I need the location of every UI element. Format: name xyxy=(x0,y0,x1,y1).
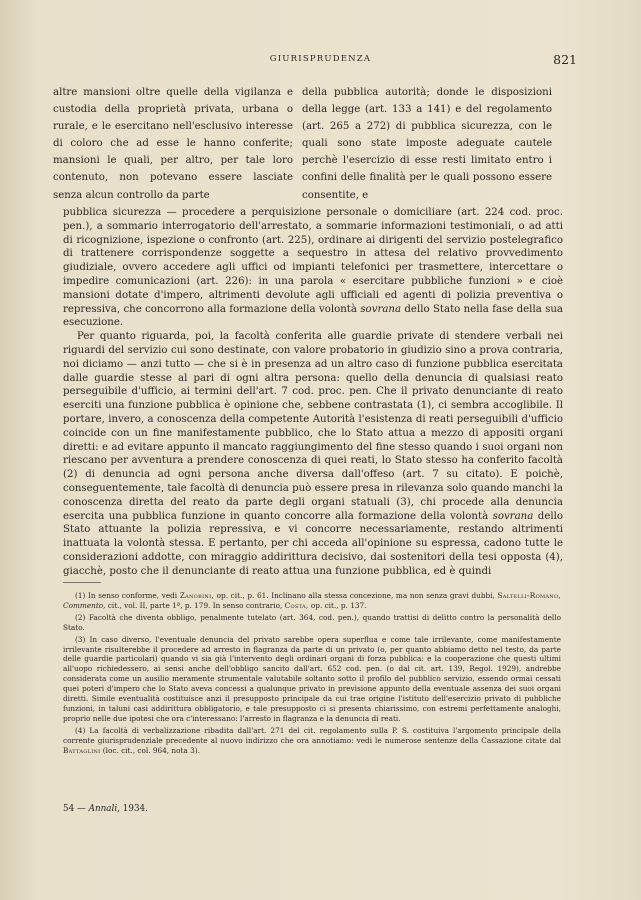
footnote-1-text-c: cit., vol. II, parte 1ª, p. 179. In senso contrario, xyxy=(107,600,283,610)
top-column-right xyxy=(302,84,552,204)
paragraph-2 xyxy=(63,330,563,578)
signature-year: 1934. xyxy=(122,804,148,814)
paragraph-2-text-b: dello Stato attuante la polizia repressiva, e vi concorre necessariamente, restando altrimenti inattuata la volontà stessa. E pertanto, per chi acceda all'opinione su espressa, cadono tutte le considerazioni addotte, con miraggio addirittura decisivo, dai sostenitori della tesi opposta (4), giacchè, posto che il denunciante di reato attua una funzione pubblica, ed è quindi xyxy=(63,510,563,577)
top-column-right-text: della pubblica autorità; donde le disposizioni della legge (art. 133 a 141) e del regolamento (art. 265 a 272) di pubblica sicurezza, con le quali sono state imposte adeguate cautele perchè l'esercizio di esse resti limitato entro i confini delle finalità per le quali possono essere consentite, e xyxy=(302,87,552,201)
footnote-1-text-b: op. cit., p. 61. Inclinano alla stessa concezione, ma non senza gravi dubbi, xyxy=(216,591,495,600)
footnote-4-text-a: (4) La facoltà di verbalizzazione ribadita dall'art. 271 del cit. regolamento sulla P. S. costituiva l'argomento principale della corrente giurisprudenziale precedente al nuovo indirizzo che ora annotiamo: vedi le numerose sentenze della Cassazione citate dal xyxy=(63,725,561,745)
paragraph-1-text-b: dello Stato nella fase della sua esecuzione. xyxy=(63,303,563,329)
page-number: 821 xyxy=(553,52,577,67)
footnote-4 xyxy=(63,726,561,756)
signature-sheet: 54 — xyxy=(63,804,86,814)
footnote-1-author-1: Zanobini, xyxy=(179,591,214,600)
footnote-3: (3) In caso diverso, l'eventuale denuncia del privato sarebbe opera superflua e come tale irrilevante, come manifestamente irrilevante risulterebbe il procedere ad arresto in flagranza da parte di un privato (o, per quanto abbiamo detto nel testo, da parte delle guardie particolari) quando vi sia già l'intervento degli ordinari organi di forza pubblica: e la cooperazione che questi ultimi all'uopo richiedessero, ai sensi anche dell'obbligo sancito dall'art. 652 cod. pen. (o dal cit. art. 139, Regol. 1929), andrebbe considerata come un ausilio meramente strumentale valutabile soltanto sotto il profilo del pubblico servizio, essendo ormai cessati quei poteri d'impero che lo Stato aveva concessi a qualunque privato in previsione appunto della eventuale assenza dei suoi organi diretti. Simile eventualità costituisce anzi il presupposto principale da cui trae origine l'istituto dell'esercizio privato di pubbliche funzioni, in taluni casi addirittura obbligatorio, e tale presupposto ci si presenta chiarissimo, con estremi perfettamente analoghi, proprio nelle due ipotesi che ora c'interessano: l'arresto in flagranza e la denuncia di reati. xyxy=(63,634,561,723)
page-header xyxy=(0,52,641,68)
paragraph-2-text-a: Per quanto riguarda, poi, la facoltà conferita alle guardie private di stendere verbali nei riguardi del servizio cui sono destinate, con valore probatorio in giudizio sino a prova contraria, noi diciamo — anzi tutto — che si è in presenza ad un altro caso di funzione pubblica esercitata dalle guardie stesse al pari di ogni altra persona: quello della denuncia di qualsiasi reato perseguibile d'ufficio, ai termini dell'art. 7 cod. proc. pen. Che il privato denunciante di reato eserciti una funzione pubblica è opinione che, sebbene contrastata (1), ci sembra accoglibile. Il portare, invero, a conoscenza della competente Autorità l'esistenza di reati perseguibili d'ufficio coincide con un fine manifestamente pubblico, che lo Stato attua a mezzo di appositi organi diretti: e ad evitare appunto il mancato raggiungimento del fine stesso quando i suoi organi non riescano per avventura a prendere conoscenza di quei reati, lo Stato stesso ha conferito facoltà (2) di denuncia ad ogni persona anche diversa dall'offeso (art. 7 su citato). E poichè, conseguentemente, tale facoltà di denuncia può essere presa in rilevanza solo quando manchi la conoscenza diretta del reato da parte degli organi statuali (3), chi procede alla denuncia esercita una pubblica funzione in quanto concorre alla formazione della volontà xyxy=(63,331,563,522)
footnote-4-author: Battaglini xyxy=(63,745,101,755)
footnote-1-text-d: op. cit., p. 137. xyxy=(310,600,367,610)
running-title: GIURISPRUDENZA xyxy=(269,54,372,64)
paragraph-1-text-a: pubblica sicurezza — procedere a perquisizione personale o domiciliare (art. 224 cod. proc. pen.), a sommario interrogatorio dell'arrestato, a sommarie informazioni testimoniali, o ad atti di ricognizione, ispezione o confronto (art. 225), ordinare ai dirigenti del servizio postelegrafico di trattenere corrispondenze soggette a sequestro in attesa del relativo provvedimento giudiziale, ovvero accedere agli uffici od impianti telefonici per trasmettere, intercettare o impedire comunicazioni (art. 226): in una parola « esercitare pubbliche funzioni » e cioè mansioni dotate d'impero, altrimenti devolute agli ufficiali ed agenti di polizia preventiva o repressiva, che concorrono alla formazione della volontà xyxy=(63,207,563,315)
footnotes xyxy=(63,591,561,756)
paragraph-1 xyxy=(63,206,563,330)
footnote-2: (2) Facoltà che diventa obbligo, penalmente tutelato (art. 364, cod. pen.), quando trattisi di delitto contro la personalità dello Stato. xyxy=(63,612,561,632)
footnote-1-author-2: Saltelli-Romano, xyxy=(497,591,562,600)
footnote-4-text-b: (loc. cit., col. 964, nota 3). xyxy=(102,745,200,755)
footnote-1 xyxy=(63,591,561,611)
top-column-left xyxy=(53,84,293,204)
signature-journal: Annali, xyxy=(88,804,120,814)
footnote-1-author-3: Costa, xyxy=(284,600,309,610)
printer-signature xyxy=(63,804,148,814)
footnote-separator xyxy=(63,582,101,583)
paragraph-2-italic: sovrana xyxy=(492,510,534,522)
paragraph-1-italic: sovrana xyxy=(360,303,402,315)
top-column-left-text: altre mansioni oltre quelle della vigilanza e custodia della proprietà privata, urbana o rurale, e le esercitano nell'esclusivo interesse di coloro che ad esse le hanno conferite; mansioni le quali, per altro, per tale loro contenuto, non potevano essere lasciate senza alcun controllo da parte xyxy=(53,87,293,201)
footnote-1-text-a: (1) In senso conforme, vedi xyxy=(75,591,178,600)
footnote-1-italic: Commento, xyxy=(63,600,106,610)
main-text xyxy=(63,206,563,579)
